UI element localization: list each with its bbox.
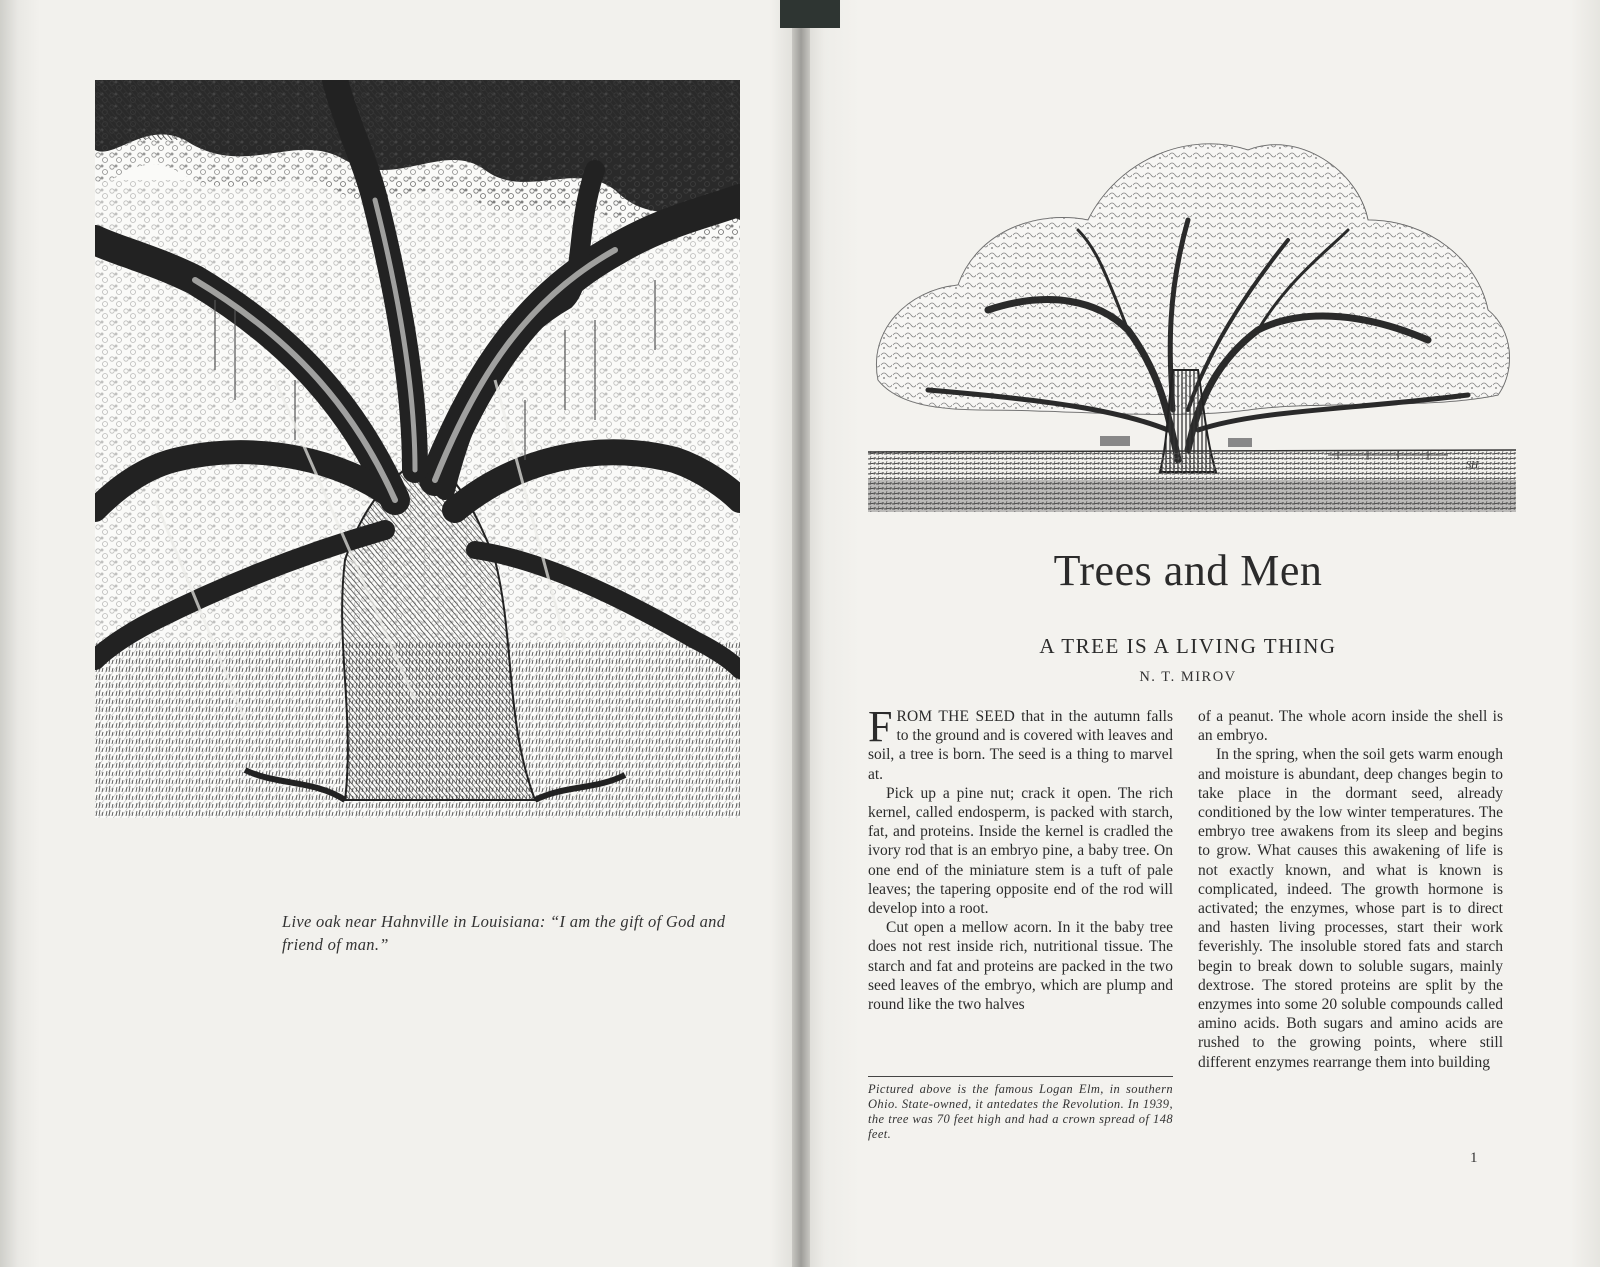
- drop-cap: F: [868, 702, 893, 751]
- chapter-title: Trees and Men: [1053, 546, 1323, 595]
- paragraph: In the spring, when the soil gets warm enough and moisture is abundant, deep changes begin to take place in the dormant seed, already conditioned by the low winter temperatures. The embryo tree awakens from its sleep and begins to grow. What causes this awakening of life is not exactly known, and what is known is complicated, indeed. The growth hormone is activated; the enzymes, whose part is to direct and hasten living processes, start their work feverishly. The insoluble stored fats and starch begin to break down to soluble sugars, mainly dextrose. The stored proteins are split by the enzymes into some 20 soluble compounds called amino acids. Both sugars and amino acids are rushed to the growing points, where still different enzymes rearrange them into building: [1198, 746, 1503, 1071]
- book-spine-edge: [780, 0, 840, 28]
- paragraph: Pick up a pine nut; crack it open. The rich kernel, called endosperm, is packed with starch, fat, and proteins. Inside the kernel is cradled the ivory rod that is an embryo pine, a baby tree. On one end of the miniature stem is a tuft of pale leaves; the tapering opposite end of the rod will develop into a root.: [868, 784, 1173, 918]
- article-author: N. T. MIROV: [1139, 669, 1237, 685]
- paragraph: of a peanut. The whole acorn inside the shell is an embryo.: [1198, 708, 1503, 745]
- page-number: 1: [1470, 1150, 1478, 1166]
- book-gutter: [792, 0, 810, 1267]
- left-illustration-caption: Live oak near Hahnville in Louisiana: “I am the gift of God and friend of man.”: [282, 912, 726, 954]
- paragraph: [868, 702, 1173, 784]
- lead-in: ROM THE SEED: [896, 708, 1016, 725]
- footnote-divider: [868, 1076, 1173, 1077]
- article-subtitle: A TREE IS A LIVING THING: [1039, 634, 1337, 658]
- body-column-2: [1198, 707, 1503, 1072]
- live-oak-illustration: [95, 80, 740, 818]
- illustration-footnote: Pictured above is the famous Logan Elm, in southern Ohio. State-owned, it antedates the Revolution. In 1939, the tree was 70 feet high and had a crown spread of 148 feet.: [868, 1082, 1173, 1141]
- body-column-1: [868, 702, 1173, 1014]
- logan-elm-illustration: [868, 110, 1516, 512]
- artist-mark: SH: [1466, 460, 1479, 471]
- paragraph: Cut open a mellow acorn. In it the baby tree does not rest inside rich, nutritional tissue. The starch and fat and proteins are packed in the two seed leaves of the embryo, which are plump and round like the two halves: [868, 919, 1173, 1014]
- paragraph-text: that in the autumn falls to the ground and is covered with leaves and soil, a tree is born. The seed is a thing to marvel at.: [868, 708, 1173, 783]
